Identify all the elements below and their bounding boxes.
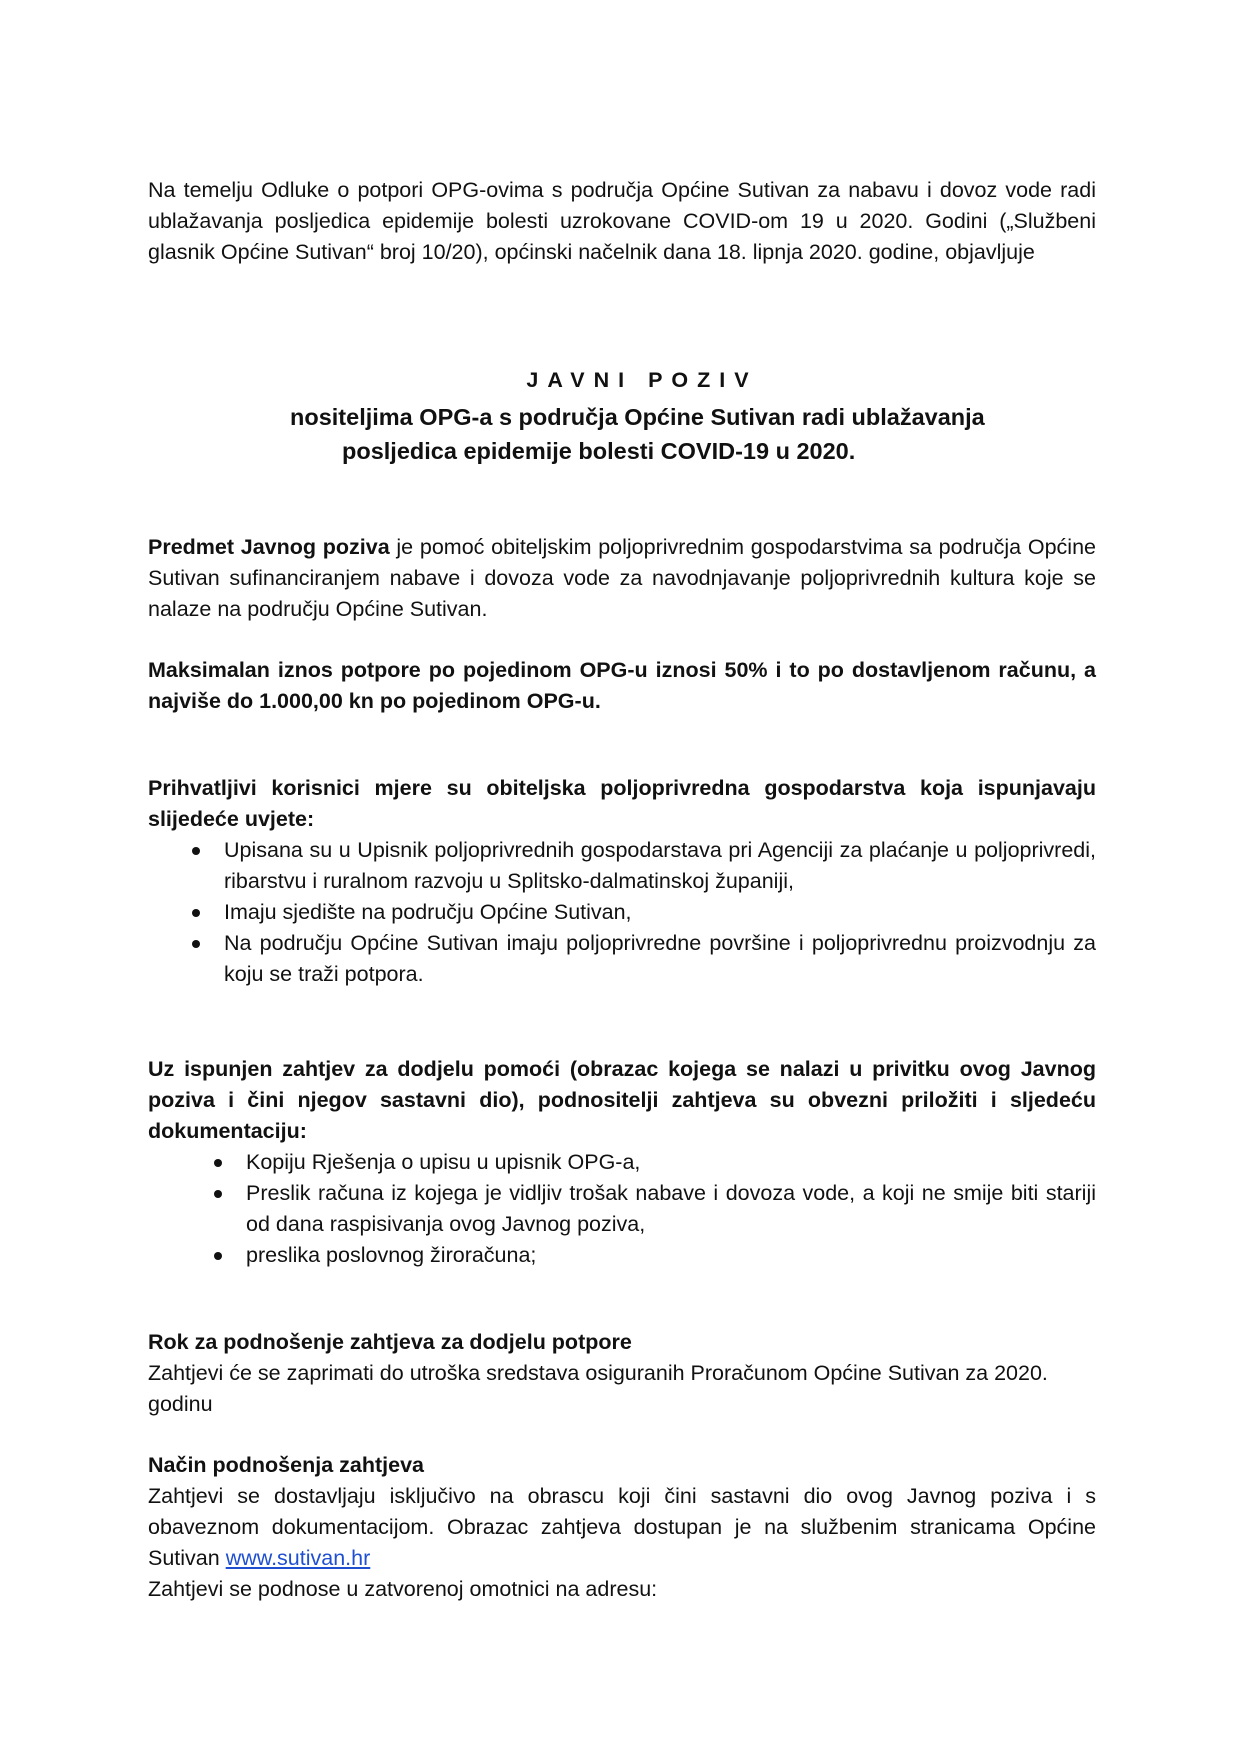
predmet-lead: Predmet Javnog poziva	[148, 535, 390, 559]
document-subtitle-line-1: nositeljima OPG-a s područja Općine Sutivan radi ublažavanja	[290, 404, 985, 430]
rok-section	[148, 1327, 1096, 1420]
bullet-icon	[214, 1190, 222, 1198]
list-item	[148, 835, 1096, 897]
dokumentacija-section	[148, 1054, 1096, 1271]
bullet-icon	[214, 1159, 222, 1167]
nacin-address-line: Zahtjevi se podnose u zatvorenoj omotnici na adresu:	[148, 1577, 658, 1601]
intro-paragraph: Na temelju Odluke o potpori OPG-ovima s područja Općine Sutivan za nabavu i dovoz vode radi ublažavanja posljedica epidemije bolesti uzrokovane COVID-om 19 u 2020. Godini („Službeni glasnik Općine Sutivan“ broj 10/20), općinski načelnik dana 18. lipnja 2020. godine, objavljuje	[148, 178, 1096, 264]
prihvatljivi-section	[148, 773, 1096, 990]
list-item	[148, 1240, 1096, 1271]
bullet-icon	[214, 1252, 222, 1260]
rok-text: Zahtjevi će se zaprimati do utroška sredstava osiguranih Proračunom Općine Sutivan za 2020. godinu	[148, 1361, 1048, 1416]
nacin-text: Zahtjevi se dostavljaju isključivo na obrascu koji čini sastavni dio ovog Javnog poziva i s obaveznom dokumentacijom. Obrazac zahtjeva dostupan je na službenim stranicama Općine Sutivan	[148, 1484, 1096, 1570]
list-item	[148, 1147, 1096, 1178]
list-item-text: Preslik računa iz kojega je vidljiv trošak nabave i dovoza vode, a koji ne smije biti stariji od dana raspisivanja ovog Javnog poziva,	[246, 1181, 1096, 1236]
prihvatljivi-heading: Prihvatljivi korisnici mjere su obiteljska poljoprivredna gospodarstva koja ispunjavaju slijedeće uvjete:	[148, 776, 1096, 831]
nacin-paragraph	[148, 1481, 1096, 1574]
documents-list	[148, 1147, 1096, 1271]
document-subtitle-line-2: posljedica epidemije bolesti COVID-19 u 2020.	[342, 438, 856, 464]
list-item	[148, 897, 1096, 928]
predmet-text: je pomoć obiteljskim poljoprivrednim gospodarstvima sa područja Općine Sutivan sufinanciranjem nabave i dovoza vode za navodnjavanje poljoprivrednih kultura koje se nalaze na području Općine Sutivan.	[148, 535, 1096, 621]
nacin-heading: Način podnošenja zahtjeva	[148, 1453, 424, 1477]
title-block	[148, 365, 1096, 464]
rok-heading: Rok za podnošenje zahtjeva za dodjelu potpore	[148, 1330, 632, 1354]
document-title: JAVNI POZIV	[526, 368, 758, 392]
document-page	[148, 0, 1096, 1755]
predmet-paragraph	[148, 532, 1096, 625]
bullet-icon	[192, 909, 200, 917]
list-item-text: Na području Općine Sutivan imaju poljoprivredne površine i poljoprivrednu proizvodnju za koju se traži potpora.	[224, 931, 1096, 986]
list-item-text: Kopiju Rješenja o upisu u upisnik OPG-a,	[246, 1150, 641, 1174]
list-item-text: Imaju sjedište na području Općine Sutivan,	[224, 900, 632, 924]
nacin-section	[148, 1450, 1096, 1605]
list-item-text: Upisana su u Upisnik poljoprivrednih gospodarstava pri Agenciji za plaćanje u poljoprivredi, ribarstvu i ruralnom razvoju u Splitsko-dalmatinskoj županiji,	[224, 838, 1096, 893]
maksimalan-paragraph: Maksimalan iznos potpore po pojedinom OPG-u iznosi 50% i to po dostavljenom računu, a najviše do 1.000,00 kn po pojedinom OPG-u.	[148, 658, 1096, 713]
list-item-text: preslika poslovnog žiroračuna;	[246, 1243, 537, 1267]
list-item	[148, 928, 1096, 990]
sutivan-website-link[interactable]: www.sutivan.hr	[225, 1546, 371, 1570]
bullet-icon	[192, 847, 200, 855]
dokumentacija-heading: Uz ispunjen zahtjev za dodjelu pomoći (obrazac kojega se nalazi u privitku ovog Javnog poziva i čini njegov sastavni dio), podnositelji zahtjeva su obvezni priložiti i sljedeću dokumentaciju:	[148, 1057, 1096, 1143]
criteria-list	[148, 835, 1096, 990]
list-item	[148, 1178, 1096, 1240]
bullet-icon	[192, 940, 200, 948]
